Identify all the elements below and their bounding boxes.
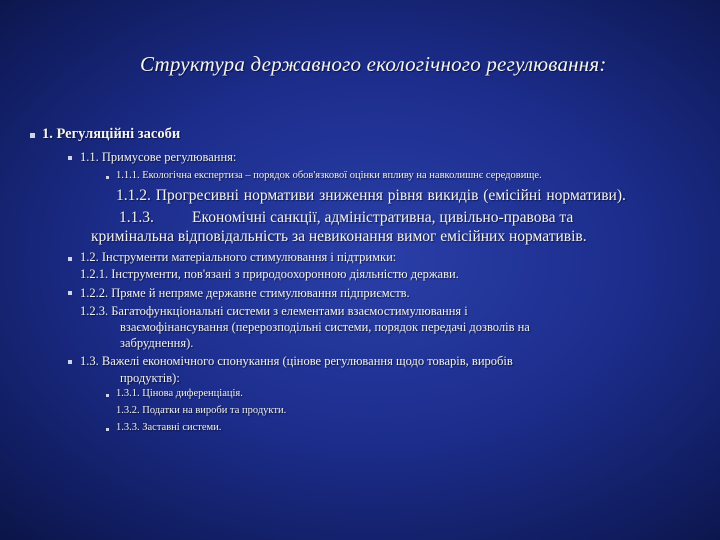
bullet-marker [30,133,35,138]
bullet-marker [68,360,72,364]
item-1-1-3-text: Економічні санкції, адміністративна, цивільно-правова та [192,209,574,226]
item-1-1-2: 1.1.2. Прогресивні нормативи зниження рівня викидів (емісійні нормативи). [116,187,626,204]
item-1-1-3-continuation: кримінальна відповідальність за невиконання вимог емісійних нормативів. [91,228,587,245]
item-1-2-3: 1.2.3. Багатофункціональні системи з елементами взаємостимулювання і [80,304,468,318]
bullet-marker [106,428,109,431]
item-1-3-3: 1.3.3. Заставні системи. [116,422,222,433]
item-1-3: 1.3. Важелі економічного спонукання (цінове регулювання щодо товарів, виробів [80,354,513,368]
item-1-2-3-continuation: забруднення). [120,336,194,350]
item-1-2-1: 1.2.1. Інструменти, пов'язані з природоохоронною діяльністю держави. [80,267,459,281]
bullet-marker [68,291,72,295]
item-1-2-2: 1.2.2. Пряме й непряме державне стимулювання підприємств. [80,286,410,300]
bullet-marker [68,156,72,160]
item-1-2: 1.2. Інструменти матеріального стимулювання і підтримки: [80,250,397,264]
item-1-3-2: 1.3.2. Податки на вироби та продукти. [116,405,287,416]
item-1-3-1: 1.3.1. Цінова диференціація. [116,388,243,399]
slide-title: Структура державного екологічного регулювання: [140,52,607,76]
item-1-1-1: 1.1.1. Екологічна експертиза – порядок обов'язкової оцінки впливу на навколишнє середовище. [116,170,542,181]
item-1-1: 1.1. Примусове регулювання: [80,150,237,164]
item-1-3-continuation: продуктів): [120,371,180,385]
item-1-2-3-continuation: взаємофінансування (перерозподільні системи, порядок передачі дозволів на [120,320,530,334]
bullet-marker [68,257,72,261]
bullet-marker [106,176,109,179]
item-1-1-3-number: 1.1.3. [119,209,154,226]
heading-regulatory-means: 1. Регуляційні засоби [42,126,181,142]
bullet-marker [106,394,109,397]
